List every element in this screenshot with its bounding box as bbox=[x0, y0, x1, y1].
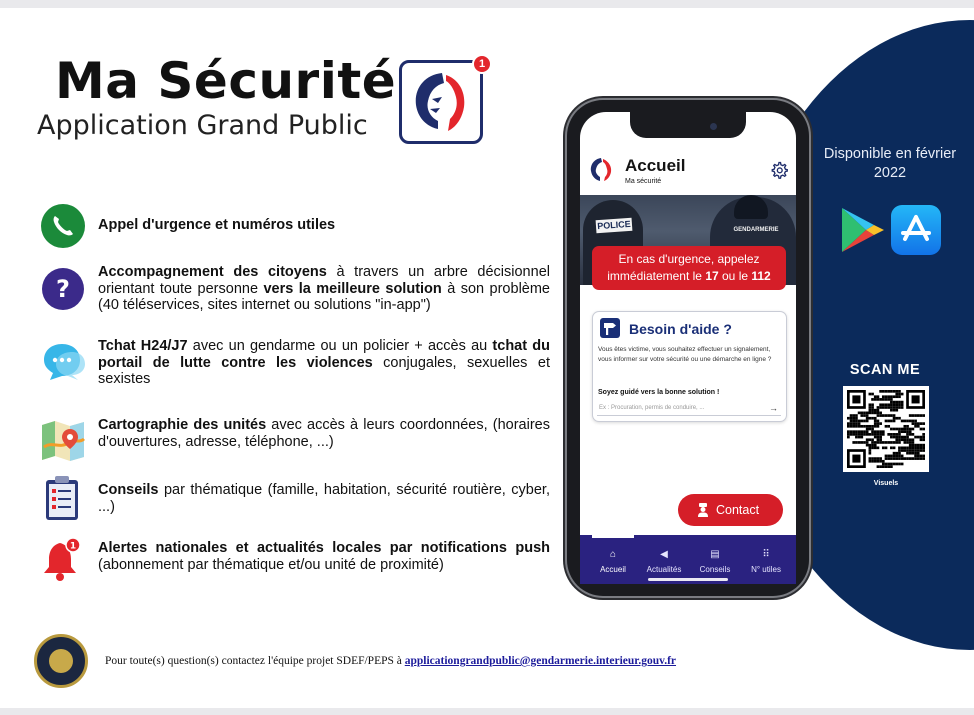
chat-icon bbox=[40, 338, 86, 384]
tab-numeros-utiles[interactable]: ⠿ N° utiles bbox=[739, 548, 793, 574]
book-icon: ▤ bbox=[710, 549, 720, 560]
question-icon bbox=[40, 264, 86, 310]
app-store-a-icon bbox=[891, 205, 941, 255]
svg-text:1: 1 bbox=[69, 541, 77, 552]
home-icon: ⌂ bbox=[609, 549, 617, 560]
visuals-label: Visuels bbox=[873, 480, 899, 487]
marianne-small-icon bbox=[586, 155, 618, 183]
hero-gendarmerie-label: GENDARMERIE bbox=[733, 227, 779, 233]
home-indicator bbox=[648, 578, 728, 581]
app-screen-subtitle: Ma sécurité bbox=[625, 178, 662, 185]
google-play-icon[interactable] bbox=[838, 205, 886, 255]
contact-button[interactable]: Contact bbox=[678, 494, 783, 526]
qr-code[interactable] bbox=[843, 386, 929, 472]
feature-text: Alertes nationales et actualités locales par notifications push (abonnement par thématique et/ou unité de proximité) bbox=[98, 540, 550, 573]
marianne-icon bbox=[402, 63, 480, 141]
page-title: Ma Sécurité bbox=[55, 52, 397, 110]
availability-text: Disponible en février 2022 bbox=[823, 146, 957, 181]
notification-badge: 1 bbox=[472, 54, 492, 74]
help-card-guide: Soyez guidé vers la bonne solution ! bbox=[598, 389, 720, 396]
feature-text: Tchat H24/J7 avec un gendarme ou un policier + accès au tchat du portail de lutte contre les violences conjugales, sexuelles et sexistes bbox=[98, 338, 550, 387]
app-screen-title: Accueil bbox=[625, 156, 686, 175]
tab-accueil[interactable]: ⌂ Accueil bbox=[586, 548, 640, 574]
hero-police-label: POLICE bbox=[596, 218, 633, 233]
feature-text: Cartographie des unités avec accès à leurs coordonnées, (horaires d'ouvertures, adresse, téléphone, ...) bbox=[98, 417, 550, 450]
camera-icon bbox=[710, 123, 717, 130]
page-subtitle: Application Grand Public bbox=[37, 110, 368, 141]
bell-icon bbox=[40, 537, 86, 583]
signpost-icon bbox=[598, 316, 622, 340]
contact-email-link[interactable]: applicationgrandpublic@gendarmerie.interieur.gouv.fr bbox=[404, 655, 677, 667]
emergency-banner[interactable]: En cas d'urgence, appelez immédiatement le 17 ou le 112 bbox=[592, 246, 786, 290]
svg-text:?: ? bbox=[56, 275, 70, 303]
megaphone-icon: ◀ bbox=[660, 549, 668, 560]
arrow-right-icon[interactable]: → bbox=[769, 403, 778, 413]
app-logo bbox=[399, 60, 483, 144]
clipboard-icon bbox=[40, 474, 86, 520]
tab-actualites[interactable]: ◀ Actualités bbox=[637, 548, 691, 574]
feature-text: Accompagnement des citoyens à travers un arbre décisionnel orientant toute personne vers la meilleure solution à son problème (40 téléservices, sites internet ou solutions "in-app") bbox=[98, 264, 550, 313]
dialpad-icon: ⠿ bbox=[762, 549, 770, 560]
phone-icon bbox=[40, 203, 86, 249]
footer-contact: Pour toute(s) question(s) contactez l'équipe projet SDEF/PEPS à applicationgrandpublic@gendarmerie.interieur.gouv.fr bbox=[105, 655, 677, 667]
help-card-title: Besoin d'aide ? bbox=[629, 321, 732, 337]
active-tab-indicator bbox=[592, 535, 634, 538]
tab-conseils[interactable]: ▤ Conseils bbox=[688, 548, 742, 574]
map-icon bbox=[40, 417, 86, 463]
gear-icon[interactable] bbox=[770, 161, 788, 179]
officer-icon bbox=[697, 503, 709, 517]
phone-notch bbox=[630, 112, 746, 138]
app-store-icon[interactable] bbox=[891, 205, 941, 255]
feature-text: Appel d'urgence et numéros utiles bbox=[98, 217, 336, 233]
qr-code-pattern bbox=[847, 390, 925, 468]
help-search-input[interactable]: Ex : Procuration, permis de conduire, ... bbox=[597, 400, 781, 416]
feature-text: Conseils par thématique (famille, habitation, sécurité routière, cyber, ...) bbox=[98, 482, 550, 515]
scan-me-label: SCAN ME bbox=[849, 362, 921, 378]
help-card-description: Vous êtes victime, vous souhaitez effectuer un signalement, vous informer sur votre sécurité ou une démarche en ligne ? bbox=[598, 346, 772, 363]
gendarmerie-emblem bbox=[34, 634, 88, 688]
